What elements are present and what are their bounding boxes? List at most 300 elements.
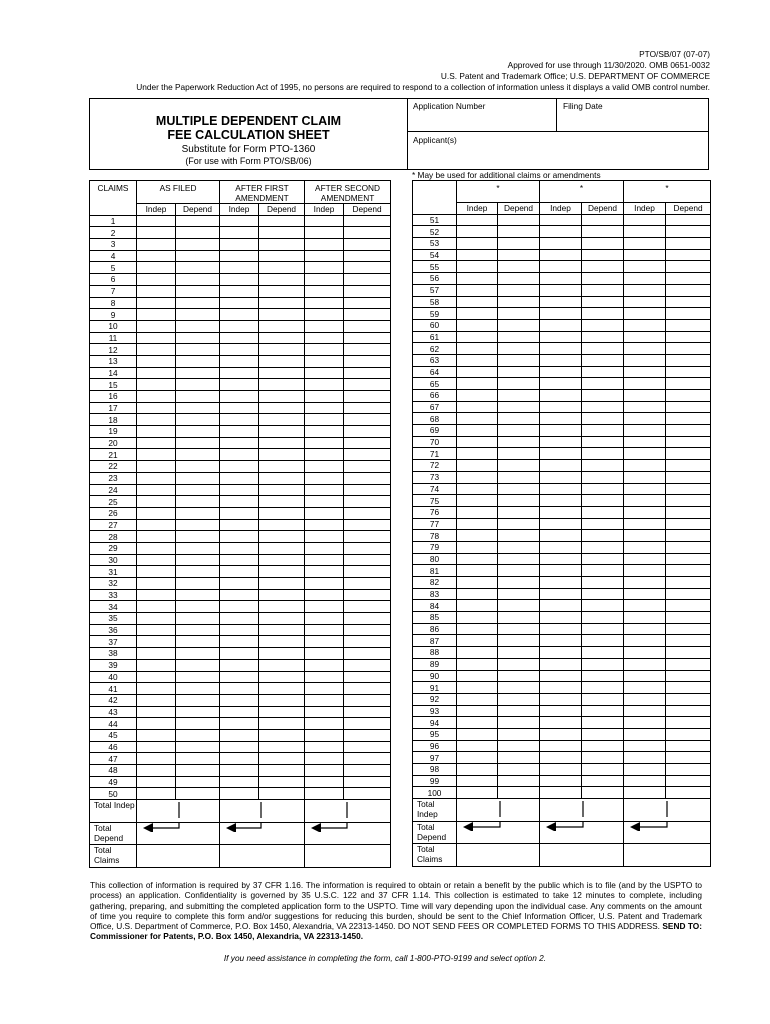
depend-entry-cell[interactable] bbox=[176, 624, 220, 636]
depend-entry-cell[interactable] bbox=[176, 671, 220, 683]
indep-entry-cell[interactable] bbox=[220, 285, 259, 297]
indep-entry-cell[interactable] bbox=[624, 308, 666, 320]
depend-entry-cell[interactable] bbox=[498, 612, 540, 624]
indep-entry-cell[interactable] bbox=[305, 776, 344, 788]
depend-entry-cell[interactable] bbox=[666, 728, 711, 740]
indep-entry-cell[interactable] bbox=[457, 728, 498, 740]
depend-entry-cell[interactable] bbox=[582, 647, 624, 659]
indep-entry-cell[interactable] bbox=[624, 448, 666, 460]
depend-entry-cell[interactable] bbox=[498, 518, 540, 530]
depend-entry-cell[interactable] bbox=[259, 402, 305, 414]
depend-entry-cell[interactable] bbox=[259, 285, 305, 297]
indep-entry-cell[interactable] bbox=[305, 437, 344, 449]
indep-entry-cell[interactable] bbox=[137, 496, 176, 508]
depend-entry-cell[interactable] bbox=[344, 729, 391, 741]
indep-entry-cell[interactable] bbox=[457, 249, 498, 261]
depend-entry-cell[interactable] bbox=[498, 401, 540, 413]
depend-entry-cell[interactable] bbox=[176, 274, 220, 286]
depend-entry-cell[interactable] bbox=[259, 355, 305, 367]
depend-entry-cell[interactable] bbox=[176, 741, 220, 753]
depend-entry-cell[interactable] bbox=[582, 296, 624, 308]
indep-entry-cell[interactable] bbox=[457, 319, 498, 331]
depend-entry-cell[interactable] bbox=[666, 331, 711, 343]
indep-entry-cell[interactable] bbox=[220, 379, 259, 391]
depend-entry-cell[interactable] bbox=[498, 553, 540, 565]
depend-entry-cell[interactable] bbox=[176, 788, 220, 800]
indep-entry-cell[interactable] bbox=[305, 507, 344, 519]
depend-entry-cell[interactable] bbox=[259, 776, 305, 788]
depend-entry-cell[interactable] bbox=[259, 554, 305, 566]
depend-entry-cell[interactable] bbox=[666, 775, 711, 787]
depend-entry-cell[interactable] bbox=[344, 636, 391, 648]
depend-entry-cell[interactable] bbox=[498, 460, 540, 472]
indep-entry-cell[interactable] bbox=[305, 320, 344, 332]
indep-entry-cell[interactable] bbox=[137, 683, 176, 695]
indep-entry-cell[interactable] bbox=[624, 775, 666, 787]
depend-entry-cell[interactable] bbox=[259, 578, 305, 590]
indep-entry-cell[interactable] bbox=[457, 401, 498, 413]
depend-entry-cell[interactable] bbox=[344, 589, 391, 601]
depend-entry-cell[interactable] bbox=[666, 273, 711, 285]
indep-entry-cell[interactable] bbox=[457, 378, 498, 390]
indep-entry-cell[interactable] bbox=[457, 460, 498, 472]
total-claims-second-amendment[interactable] bbox=[305, 845, 391, 868]
depend-entry-cell[interactable] bbox=[666, 495, 711, 507]
depend-entry-cell[interactable] bbox=[344, 554, 391, 566]
indep-entry-cell[interactable] bbox=[540, 273, 582, 285]
indep-entry-cell[interactable] bbox=[457, 752, 498, 764]
indep-entry-cell[interactable] bbox=[624, 530, 666, 542]
depend-entry-cell[interactable] bbox=[582, 553, 624, 565]
indep-entry-cell[interactable] bbox=[137, 414, 176, 426]
indep-entry-cell[interactable] bbox=[457, 553, 498, 565]
indep-entry-cell[interactable] bbox=[540, 787, 582, 799]
depend-entry-cell[interactable] bbox=[259, 379, 305, 391]
indep-entry-cell[interactable] bbox=[305, 694, 344, 706]
depend-entry-cell[interactable] bbox=[344, 426, 391, 438]
indep-entry-cell[interactable] bbox=[137, 379, 176, 391]
indep-entry-cell[interactable] bbox=[540, 541, 582, 553]
indep-entry-cell[interactable] bbox=[137, 484, 176, 496]
depend-entry-cell[interactable] bbox=[582, 378, 624, 390]
indep-entry-cell[interactable] bbox=[137, 613, 176, 625]
indep-entry-cell[interactable] bbox=[220, 659, 259, 671]
indep-entry-cell[interactable] bbox=[137, 332, 176, 344]
depend-entry-cell[interactable] bbox=[259, 706, 305, 718]
indep-entry-cell[interactable] bbox=[220, 648, 259, 660]
indep-entry-cell[interactable] bbox=[137, 262, 176, 274]
indep-entry-cell[interactable] bbox=[305, 765, 344, 777]
indep-entry-cell[interactable] bbox=[624, 436, 666, 448]
depend-entry-cell[interactable] bbox=[666, 705, 711, 717]
indep-entry-cell[interactable] bbox=[137, 507, 176, 519]
indep-entry-cell[interactable] bbox=[220, 227, 259, 239]
depend-entry-cell[interactable] bbox=[498, 600, 540, 612]
depend-entry-cell[interactable] bbox=[344, 332, 391, 344]
depend-entry-cell[interactable] bbox=[176, 765, 220, 777]
depend-entry-cell[interactable] bbox=[176, 566, 220, 578]
indep-entry-cell[interactable] bbox=[137, 776, 176, 788]
indep-entry-cell[interactable] bbox=[624, 343, 666, 355]
depend-entry-cell[interactable] bbox=[344, 285, 391, 297]
indep-entry-cell[interactable] bbox=[137, 437, 176, 449]
indep-entry-cell[interactable] bbox=[540, 577, 582, 589]
indep-entry-cell[interactable] bbox=[137, 344, 176, 356]
indep-entry-cell[interactable] bbox=[137, 706, 176, 718]
depend-entry-cell[interactable] bbox=[259, 484, 305, 496]
indep-entry-cell[interactable] bbox=[457, 413, 498, 425]
depend-entry-cell[interactable] bbox=[666, 261, 711, 273]
indep-entry-cell[interactable] bbox=[624, 728, 666, 740]
depend-entry-cell[interactable] bbox=[344, 320, 391, 332]
depend-entry-cell[interactable] bbox=[259, 297, 305, 309]
depend-entry-cell[interactable] bbox=[259, 729, 305, 741]
indep-entry-cell[interactable] bbox=[220, 776, 259, 788]
depend-entry-cell[interactable] bbox=[498, 647, 540, 659]
depend-entry-cell[interactable] bbox=[498, 635, 540, 647]
depend-entry-cell[interactable] bbox=[582, 577, 624, 589]
depend-entry-cell[interactable] bbox=[666, 553, 711, 565]
indep-entry-cell[interactable] bbox=[624, 483, 666, 495]
depend-entry-cell[interactable] bbox=[498, 273, 540, 285]
indep-entry-cell[interactable] bbox=[540, 518, 582, 530]
depend-entry-cell[interactable] bbox=[666, 518, 711, 530]
indep-entry-cell[interactable] bbox=[220, 718, 259, 730]
depend-entry-cell[interactable] bbox=[176, 601, 220, 613]
depend-entry-cell[interactable] bbox=[176, 309, 220, 321]
depend-entry-cell[interactable] bbox=[259, 215, 305, 227]
indep-entry-cell[interactable] bbox=[540, 530, 582, 542]
depend-entry-cell[interactable] bbox=[666, 670, 711, 682]
indep-entry-cell[interactable] bbox=[624, 378, 666, 390]
indep-entry-cell[interactable] bbox=[457, 471, 498, 483]
indep-entry-cell[interactable] bbox=[624, 238, 666, 250]
depend-entry-cell[interactable] bbox=[344, 788, 391, 800]
indep-entry-cell[interactable] bbox=[305, 496, 344, 508]
indep-entry-cell[interactable] bbox=[220, 554, 259, 566]
indep-entry-cell[interactable] bbox=[220, 309, 259, 321]
indep-entry-cell[interactable] bbox=[540, 296, 582, 308]
depend-entry-cell[interactable] bbox=[344, 659, 391, 671]
indep-entry-cell[interactable] bbox=[457, 308, 498, 320]
depend-entry-cell[interactable] bbox=[259, 765, 305, 777]
application-number-field[interactable] bbox=[408, 99, 557, 132]
depend-entry-cell[interactable] bbox=[259, 262, 305, 274]
depend-entry-cell[interactable] bbox=[344, 718, 391, 730]
depend-entry-cell[interactable] bbox=[344, 741, 391, 753]
depend-entry-cell[interactable] bbox=[666, 612, 711, 624]
indep-entry-cell[interactable] bbox=[624, 226, 666, 238]
depend-entry-cell[interactable] bbox=[498, 530, 540, 542]
depend-entry-cell[interactable] bbox=[582, 273, 624, 285]
depend-entry-cell[interactable] bbox=[344, 355, 391, 367]
indep-entry-cell[interactable] bbox=[457, 530, 498, 542]
depend-entry-cell[interactable] bbox=[582, 425, 624, 437]
indep-entry-cell[interactable] bbox=[220, 461, 259, 473]
depend-entry-cell[interactable] bbox=[582, 354, 624, 366]
indep-entry-cell[interactable] bbox=[457, 670, 498, 682]
depend-entry-cell[interactable] bbox=[498, 413, 540, 425]
depend-entry-cell[interactable] bbox=[666, 378, 711, 390]
depend-entry-cell[interactable] bbox=[176, 542, 220, 554]
depend-entry-cell[interactable] bbox=[259, 683, 305, 695]
depend-entry-cell[interactable] bbox=[259, 250, 305, 262]
indep-entry-cell[interactable] bbox=[137, 402, 176, 414]
depend-entry-cell[interactable] bbox=[582, 343, 624, 355]
indep-entry-cell[interactable] bbox=[220, 519, 259, 531]
depend-entry-cell[interactable] bbox=[344, 624, 391, 636]
indep-entry-cell[interactable] bbox=[305, 391, 344, 403]
indep-entry-cell[interactable] bbox=[220, 741, 259, 753]
depend-entry-cell[interactable] bbox=[176, 332, 220, 344]
depend-entry-cell[interactable] bbox=[498, 390, 540, 402]
indep-entry-cell[interactable] bbox=[137, 309, 176, 321]
indep-entry-cell[interactable] bbox=[137, 788, 176, 800]
indep-entry-cell[interactable] bbox=[457, 436, 498, 448]
indep-entry-cell[interactable] bbox=[624, 764, 666, 776]
indep-entry-cell[interactable] bbox=[137, 285, 176, 297]
depend-entry-cell[interactable] bbox=[666, 249, 711, 261]
depend-entry-cell[interactable] bbox=[498, 565, 540, 577]
indep-entry-cell[interactable] bbox=[137, 578, 176, 590]
indep-entry-cell[interactable] bbox=[137, 274, 176, 286]
indep-entry-cell[interactable] bbox=[137, 554, 176, 566]
depend-entry-cell[interactable] bbox=[344, 671, 391, 683]
indep-entry-cell[interactable] bbox=[457, 635, 498, 647]
indep-entry-cell[interactable] bbox=[305, 297, 344, 309]
depend-entry-cell[interactable] bbox=[666, 635, 711, 647]
depend-entry-cell[interactable] bbox=[582, 401, 624, 413]
indep-entry-cell[interactable] bbox=[624, 214, 666, 226]
depend-entry-cell[interactable] bbox=[582, 635, 624, 647]
depend-entry-cell[interactable] bbox=[176, 461, 220, 473]
indep-entry-cell[interactable] bbox=[305, 379, 344, 391]
depend-entry-cell[interactable] bbox=[176, 297, 220, 309]
depend-entry-cell[interactable] bbox=[259, 461, 305, 473]
depend-entry-cell[interactable] bbox=[582, 226, 624, 238]
indep-entry-cell[interactable] bbox=[540, 354, 582, 366]
indep-entry-cell[interactable] bbox=[624, 541, 666, 553]
depend-entry-cell[interactable] bbox=[582, 261, 624, 273]
indep-entry-cell[interactable] bbox=[137, 320, 176, 332]
depend-entry-cell[interactable] bbox=[344, 274, 391, 286]
depend-entry-cell[interactable] bbox=[582, 728, 624, 740]
indep-entry-cell[interactable] bbox=[540, 752, 582, 764]
depend-entry-cell[interactable] bbox=[498, 343, 540, 355]
depend-entry-cell[interactable] bbox=[498, 354, 540, 366]
depend-entry-cell[interactable] bbox=[176, 519, 220, 531]
indep-entry-cell[interactable] bbox=[137, 624, 176, 636]
depend-entry-cell[interactable] bbox=[498, 296, 540, 308]
depend-entry-cell[interactable] bbox=[344, 496, 391, 508]
depend-entry-cell[interactable] bbox=[259, 496, 305, 508]
indep-entry-cell[interactable] bbox=[137, 367, 176, 379]
depend-entry-cell[interactable] bbox=[498, 623, 540, 635]
indep-entry-cell[interactable] bbox=[305, 285, 344, 297]
depend-entry-cell[interactable] bbox=[176, 285, 220, 297]
indep-entry-cell[interactable] bbox=[624, 366, 666, 378]
depend-entry-cell[interactable] bbox=[344, 566, 391, 578]
indep-entry-cell[interactable] bbox=[457, 658, 498, 670]
depend-entry-cell[interactable] bbox=[666, 483, 711, 495]
depend-entry-cell[interactable] bbox=[259, 519, 305, 531]
depend-entry-cell[interactable] bbox=[176, 729, 220, 741]
indep-entry-cell[interactable] bbox=[305, 414, 344, 426]
indep-entry-cell[interactable] bbox=[220, 531, 259, 543]
depend-entry-cell[interactable] bbox=[176, 753, 220, 765]
depend-entry-cell[interactable] bbox=[498, 448, 540, 460]
indep-entry-cell[interactable] bbox=[624, 460, 666, 472]
indep-entry-cell[interactable] bbox=[624, 331, 666, 343]
depend-entry-cell[interactable] bbox=[344, 391, 391, 403]
depend-entry-cell[interactable] bbox=[582, 366, 624, 378]
indep-entry-cell[interactable] bbox=[457, 588, 498, 600]
indep-entry-cell[interactable] bbox=[624, 635, 666, 647]
indep-entry-cell[interactable] bbox=[624, 495, 666, 507]
depend-entry-cell[interactable] bbox=[666, 284, 711, 296]
depend-entry-cell[interactable] bbox=[498, 506, 540, 518]
indep-entry-cell[interactable] bbox=[305, 788, 344, 800]
depend-entry-cell[interactable] bbox=[176, 414, 220, 426]
indep-entry-cell[interactable] bbox=[624, 752, 666, 764]
depend-entry-cell[interactable] bbox=[666, 682, 711, 694]
indep-entry-cell[interactable] bbox=[220, 320, 259, 332]
depend-entry-cell[interactable] bbox=[498, 588, 540, 600]
indep-entry-cell[interactable] bbox=[220, 344, 259, 356]
depend-entry-cell[interactable] bbox=[498, 717, 540, 729]
depend-entry-cell[interactable] bbox=[498, 693, 540, 705]
indep-entry-cell[interactable] bbox=[220, 472, 259, 484]
indep-entry-cell[interactable] bbox=[540, 565, 582, 577]
indep-entry-cell[interactable] bbox=[457, 764, 498, 776]
indep-entry-cell[interactable] bbox=[220, 355, 259, 367]
indep-entry-cell[interactable] bbox=[305, 589, 344, 601]
depend-entry-cell[interactable] bbox=[176, 484, 220, 496]
indep-entry-cell[interactable] bbox=[220, 542, 259, 554]
indep-entry-cell[interactable] bbox=[220, 671, 259, 683]
depend-entry-cell[interactable] bbox=[259, 367, 305, 379]
depend-entry-cell[interactable] bbox=[498, 705, 540, 717]
depend-entry-cell[interactable] bbox=[259, 320, 305, 332]
indep-entry-cell[interactable] bbox=[540, 413, 582, 425]
indep-entry-cell[interactable] bbox=[137, 636, 176, 648]
depend-entry-cell[interactable] bbox=[176, 554, 220, 566]
indep-entry-cell[interactable] bbox=[624, 658, 666, 670]
indep-entry-cell[interactable] bbox=[220, 765, 259, 777]
indep-entry-cell[interactable] bbox=[624, 425, 666, 437]
indep-entry-cell[interactable] bbox=[137, 239, 176, 251]
indep-entry-cell[interactable] bbox=[457, 366, 498, 378]
depend-entry-cell[interactable] bbox=[582, 717, 624, 729]
depend-entry-cell[interactable] bbox=[259, 426, 305, 438]
depend-entry-cell[interactable] bbox=[582, 249, 624, 261]
indep-entry-cell[interactable] bbox=[220, 332, 259, 344]
depend-entry-cell[interactable] bbox=[582, 588, 624, 600]
indep-entry-cell[interactable] bbox=[220, 437, 259, 449]
indep-entry-cell[interactable] bbox=[540, 390, 582, 402]
depend-entry-cell[interactable] bbox=[582, 541, 624, 553]
indep-entry-cell[interactable] bbox=[624, 284, 666, 296]
indep-entry-cell[interactable] bbox=[540, 425, 582, 437]
indep-entry-cell[interactable] bbox=[457, 740, 498, 752]
depend-entry-cell[interactable] bbox=[259, 309, 305, 321]
depend-entry-cell[interactable] bbox=[582, 331, 624, 343]
depend-entry-cell[interactable] bbox=[582, 448, 624, 460]
indep-entry-cell[interactable] bbox=[457, 682, 498, 694]
depend-entry-cell[interactable] bbox=[666, 752, 711, 764]
depend-entry-cell[interactable] bbox=[176, 472, 220, 484]
depend-entry-cell[interactable] bbox=[666, 319, 711, 331]
indep-entry-cell[interactable] bbox=[624, 670, 666, 682]
indep-entry-cell[interactable] bbox=[540, 401, 582, 413]
indep-entry-cell[interactable] bbox=[137, 753, 176, 765]
indep-entry-cell[interactable] bbox=[457, 425, 498, 437]
depend-entry-cell[interactable] bbox=[666, 296, 711, 308]
depend-entry-cell[interactable] bbox=[259, 741, 305, 753]
depend-entry-cell[interactable] bbox=[498, 728, 540, 740]
indep-entry-cell[interactable] bbox=[457, 448, 498, 460]
indep-entry-cell[interactable] bbox=[457, 775, 498, 787]
depend-entry-cell[interactable] bbox=[259, 566, 305, 578]
indep-entry-cell[interactable] bbox=[624, 553, 666, 565]
depend-entry-cell[interactable] bbox=[582, 284, 624, 296]
indep-entry-cell[interactable] bbox=[457, 390, 498, 402]
depend-entry-cell[interactable] bbox=[176, 659, 220, 671]
depend-entry-cell[interactable] bbox=[666, 658, 711, 670]
depend-entry-cell[interactable] bbox=[344, 578, 391, 590]
indep-entry-cell[interactable] bbox=[540, 319, 582, 331]
indep-entry-cell[interactable] bbox=[220, 566, 259, 578]
depend-entry-cell[interactable] bbox=[176, 391, 220, 403]
indep-entry-cell[interactable] bbox=[137, 297, 176, 309]
indep-entry-cell[interactable] bbox=[540, 623, 582, 635]
depend-entry-cell[interactable] bbox=[498, 308, 540, 320]
indep-entry-cell[interactable] bbox=[540, 775, 582, 787]
total-claims-first-amendment[interactable] bbox=[220, 845, 305, 868]
indep-entry-cell[interactable] bbox=[624, 401, 666, 413]
indep-entry-cell[interactable] bbox=[305, 227, 344, 239]
depend-entry-cell[interactable] bbox=[176, 613, 220, 625]
indep-entry-cell[interactable] bbox=[624, 787, 666, 799]
depend-entry-cell[interactable] bbox=[344, 461, 391, 473]
depend-entry-cell[interactable] bbox=[259, 542, 305, 554]
indep-entry-cell[interactable] bbox=[305, 671, 344, 683]
depend-entry-cell[interactable] bbox=[176, 379, 220, 391]
depend-entry-cell[interactable] bbox=[259, 449, 305, 461]
depend-entry-cell[interactable] bbox=[344, 227, 391, 239]
depend-entry-cell[interactable] bbox=[344, 472, 391, 484]
indep-entry-cell[interactable] bbox=[305, 601, 344, 613]
indep-entry-cell[interactable] bbox=[305, 367, 344, 379]
indep-entry-cell[interactable] bbox=[137, 648, 176, 660]
indep-entry-cell[interactable] bbox=[305, 449, 344, 461]
indep-entry-cell[interactable] bbox=[305, 613, 344, 625]
indep-entry-cell[interactable] bbox=[624, 717, 666, 729]
depend-entry-cell[interactable] bbox=[344, 414, 391, 426]
depend-entry-cell[interactable] bbox=[344, 250, 391, 262]
indep-entry-cell[interactable] bbox=[305, 461, 344, 473]
indep-entry-cell[interactable] bbox=[624, 413, 666, 425]
indep-entry-cell[interactable] bbox=[220, 788, 259, 800]
indep-entry-cell[interactable] bbox=[457, 506, 498, 518]
indep-entry-cell[interactable] bbox=[624, 390, 666, 402]
depend-entry-cell[interactable] bbox=[176, 227, 220, 239]
indep-entry-cell[interactable] bbox=[220, 426, 259, 438]
depend-entry-cell[interactable] bbox=[666, 471, 711, 483]
depend-entry-cell[interactable] bbox=[666, 214, 711, 226]
indep-entry-cell[interactable] bbox=[540, 331, 582, 343]
indep-entry-cell[interactable] bbox=[540, 764, 582, 776]
